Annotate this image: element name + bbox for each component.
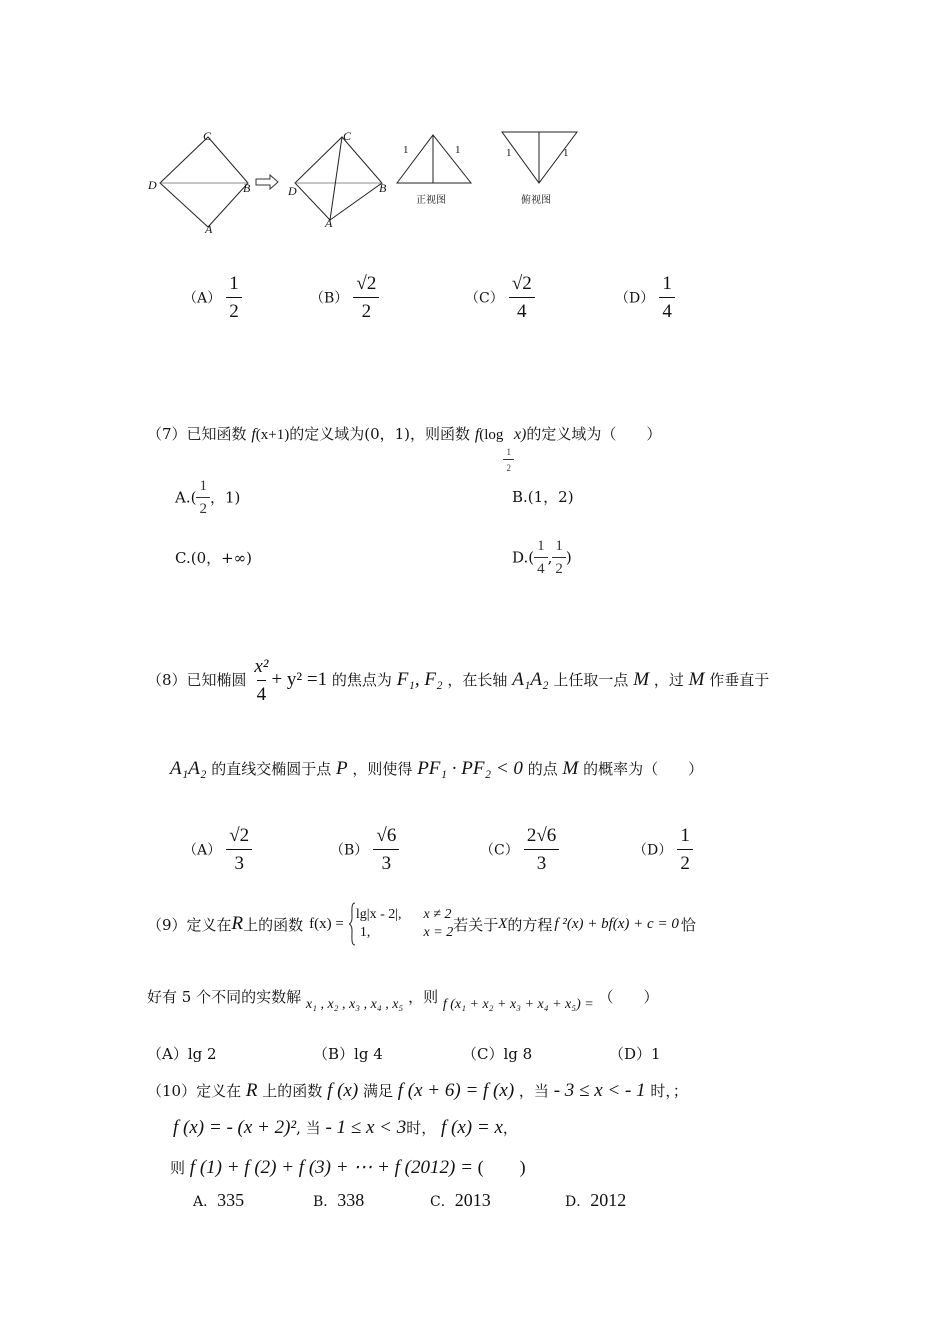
- q9-t4: 恰: [680, 915, 696, 934]
- q8-m3: M: [562, 758, 579, 779]
- q6-option-d: [615, 273, 675, 323]
- q9-roots: x₁ , x₂ , x₃ , x₄ , x₅: [305, 997, 404, 1012]
- q9-option-d: [609, 1043, 661, 1064]
- square-abcd: [160, 137, 251, 227]
- denominator: 2: [680, 852, 690, 874]
- q10-sep: , 当: [296, 1119, 321, 1137]
- label-d-folded: D: [288, 184, 297, 198]
- option-suffix: ): [565, 548, 572, 567]
- q8-axis2: A₁A₂: [170, 758, 207, 779]
- q10-then: 则: [170, 1159, 186, 1177]
- q10-option-b: [313, 1190, 364, 1211]
- ellipse-rest: + y² =1: [271, 668, 328, 690]
- q10-t2: 满足: [362, 1082, 393, 1100]
- fraction: [524, 825, 559, 875]
- q8-option-c: [480, 825, 559, 875]
- q8-m1: M: [633, 668, 650, 690]
- q10-stem-line2: [173, 1117, 518, 1139]
- numerator: 1: [226, 273, 242, 298]
- numerator: 1: [677, 825, 693, 850]
- option-text: C.(0，+∞): [175, 549, 253, 567]
- option-tag: A．: [193, 1194, 218, 1210]
- option-value: 2012: [590, 1190, 627, 1210]
- q10-stem-line1: [147, 1080, 688, 1102]
- option-value: 338: [337, 1190, 365, 1210]
- q9-option-a: [147, 1043, 217, 1064]
- arrow-icon: [256, 175, 278, 189]
- option-tag: C．: [430, 1194, 455, 1210]
- q6-option-a: [183, 273, 242, 323]
- q10-eq: f (x + 6) = f (x): [397, 1080, 515, 1101]
- numerator: √2: [509, 273, 535, 298]
- q8-axis: A₁A₂: [512, 668, 549, 690]
- q8-m2: M: [688, 668, 705, 690]
- q7-log-x: x): [513, 426, 527, 443]
- q10-when: 时，: [406, 1119, 437, 1137]
- numerator: x²: [254, 656, 269, 677]
- numerator: √2: [226, 825, 252, 850]
- top-view-edge-left: 1: [506, 147, 512, 159]
- fraction: [534, 538, 548, 579]
- q10-option-d: [565, 1190, 626, 1211]
- option-tag: （C）: [465, 290, 504, 307]
- q9-stem-line2: [147, 986, 659, 1013]
- q8-t1: 的焦点为: [331, 670, 392, 689]
- q7-log-base: [503, 447, 514, 474]
- q9-x: X: [498, 915, 508, 932]
- q10-sum: f (1) + f (2) + f (3) + ⋯ + f (2012) =: [189, 1157, 473, 1178]
- numerator: √6: [373, 825, 399, 850]
- fold-line-ca: [330, 137, 342, 220]
- numerator: 1: [552, 538, 566, 558]
- q10-blank: ( ): [477, 1157, 526, 1177]
- option-tag: （D）: [633, 842, 673, 859]
- option-tag: （B）: [330, 842, 369, 859]
- label-c-folded: C: [343, 129, 352, 143]
- option-tag: （A）: [183, 842, 222, 859]
- ellipse-fraction: [251, 656, 271, 706]
- q9-option-b: [313, 1043, 383, 1064]
- q9-r: R: [231, 913, 244, 934]
- q7-prefix: （7）已知函数: [147, 425, 247, 443]
- q6-option-c: [465, 273, 535, 323]
- option-tag: （C）: [480, 842, 519, 859]
- denominator: 3: [234, 852, 244, 874]
- denominator: 2: [361, 300, 372, 322]
- denominator: 2: [229, 300, 239, 322]
- q10-range: - 3 ≤ x < - 1: [553, 1080, 646, 1101]
- option-text: （C）lg 8: [462, 1045, 533, 1063]
- option-tag: （A）: [183, 290, 222, 307]
- numerator: 1: [534, 538, 548, 558]
- denominator: 2: [555, 561, 563, 578]
- denominator: 2: [506, 463, 511, 474]
- q8-p: P: [336, 758, 348, 779]
- q9-option-c: [462, 1043, 532, 1064]
- q6-option-b: [310, 273, 379, 323]
- brace-icon: [348, 902, 356, 946]
- case1-expr: lg|x - 2|,: [355, 907, 402, 922]
- q9-stem-line1: [147, 902, 696, 946]
- fraction: [509, 273, 535, 323]
- q7-option-c: [175, 547, 252, 568]
- option-suffix: ，1): [209, 488, 241, 507]
- q7-stem: [147, 423, 661, 474]
- option-text: （B）lg 4: [313, 1045, 383, 1063]
- q7-f1: f: [251, 426, 256, 443]
- option-text: （D）1: [609, 1045, 661, 1063]
- top-view-edge-right: 1: [563, 147, 569, 159]
- denominator: 4: [517, 300, 527, 322]
- q7-arg1: (x+1): [255, 427, 290, 443]
- fraction: [552, 538, 566, 579]
- front-view-edge-left: 1: [403, 144, 409, 156]
- option-prefix: A.(: [175, 488, 197, 507]
- denominator: 3: [381, 852, 392, 874]
- q10-range2: - 1 ≤ x < 3: [325, 1117, 407, 1138]
- q8-t3: 上任取一点: [553, 670, 629, 689]
- case2-expr: 1,: [359, 925, 371, 940]
- q10-comma: ，: [502, 1119, 518, 1137]
- q10-piece1: f (x) = - (x + 2)²: [173, 1117, 297, 1138]
- q9-line2-suffix: （ ）: [598, 988, 659, 1006]
- q7-log: (log: [479, 427, 504, 443]
- q8-t6: 的直线交椭圆于点: [211, 760, 332, 778]
- q8-option-a: [183, 825, 252, 875]
- q7-option-b: [512, 486, 574, 507]
- q8-t2: ，在长轴: [447, 670, 508, 689]
- option-tag: D．: [565, 1194, 591, 1210]
- q8-foci: F₁, F₂: [396, 668, 443, 690]
- q9-t1: 上的函数: [243, 915, 304, 934]
- fraction: [226, 273, 242, 323]
- label-d: D: [148, 178, 157, 192]
- q8-prefix: （8）已知椭圆: [147, 670, 247, 689]
- q8-dot-product: PF₁ · PF₂ < 0: [417, 758, 523, 779]
- denominator: 4: [257, 680, 267, 706]
- q7-option-d: [512, 538, 572, 579]
- q10-r: R: [245, 1080, 258, 1101]
- label-a-folded: A: [325, 216, 333, 230]
- front-view-triangle: [397, 135, 471, 183]
- label-c: C: [203, 129, 212, 143]
- label-a: A: [205, 222, 213, 236]
- q10-piece2: f (x) = x: [441, 1117, 503, 1138]
- option-tag: B．: [313, 1194, 338, 1210]
- fraction: [659, 273, 675, 323]
- option-value: 335: [217, 1190, 245, 1210]
- numerator: 1: [503, 447, 514, 460]
- label-b: B: [243, 181, 251, 195]
- q10-t4: 时，；: [650, 1082, 688, 1100]
- q8-stem-line1: [147, 656, 769, 706]
- q8-t9: 的概率为（ ）: [583, 760, 704, 778]
- front-view-caption: 正视图: [416, 195, 446, 206]
- separator: ,: [547, 548, 553, 567]
- numerator: √2: [353, 273, 379, 298]
- option-tag: （D）: [615, 290, 655, 307]
- denominator: 3: [536, 852, 547, 874]
- q8-t8: 的点: [527, 760, 558, 778]
- q7-suffix: 的定义域为（ ）: [526, 425, 662, 443]
- q10-option-a: [193, 1190, 244, 1211]
- q10-option-c: [430, 1190, 491, 1211]
- q8-option-d: [633, 825, 693, 875]
- fraction: [226, 825, 252, 875]
- option-text: B.(1，2): [512, 488, 574, 506]
- q8-option-b: [330, 825, 399, 875]
- q9-line2-prefix: 好有 5 个不同的实数解: [147, 988, 302, 1006]
- q8-t5: 作垂直于: [709, 670, 770, 689]
- q10-t1: 上的函数: [262, 1082, 323, 1100]
- q8-stem-line2: [170, 758, 703, 780]
- label-b-folded: B: [379, 181, 387, 195]
- option-tag: （B）: [310, 290, 349, 307]
- folded-tetrahedron: [295, 137, 382, 220]
- numerator: 2√6: [524, 825, 559, 850]
- option-value: 2013: [454, 1190, 491, 1210]
- q9-t2: 若关于: [453, 915, 499, 934]
- denominator: 4: [537, 561, 545, 578]
- q10-fx: f (x): [327, 1080, 359, 1101]
- q8-t4: ，过: [653, 670, 684, 689]
- case2-cond: x = 2: [423, 925, 454, 940]
- top-view-caption: 俯视图: [521, 195, 551, 206]
- q10-stem-line3: [170, 1153, 526, 1179]
- fraction: [677, 825, 693, 875]
- piecewise: [348, 902, 453, 946]
- numerator: 1: [196, 478, 210, 498]
- q9-fx: f(x) =: [309, 915, 344, 932]
- q9-t3: 的方程: [507, 915, 553, 934]
- q10-prefix: （10）定义在: [147, 1082, 242, 1100]
- denominator: 2: [199, 501, 207, 518]
- q9-line2-mid: ，则: [408, 988, 439, 1006]
- q7-f2: f: [474, 426, 480, 443]
- q9-equation: f ²(x) + bf(x) + c = 0: [554, 915, 679, 932]
- option-prefix: D.(: [512, 548, 535, 567]
- q7-mid: 的定义域为(0，1)，则函数: [289, 425, 471, 443]
- fraction: [196, 478, 210, 519]
- q8-t7: ，则使得: [352, 760, 413, 778]
- fraction: [373, 825, 399, 875]
- case1-cond: x ≠ 2: [423, 907, 452, 922]
- numerator: 1: [659, 273, 675, 298]
- q7-option-a: [175, 478, 240, 519]
- front-view-edge-right: 1: [455, 144, 461, 156]
- q9-prefix: （9）定义在: [147, 915, 232, 934]
- denominator: 4: [662, 300, 672, 322]
- q10-t3: ，当: [518, 1082, 549, 1100]
- fraction: [353, 273, 379, 323]
- option-text: （A）lg 2: [147, 1045, 217, 1063]
- q9-sum: f (x₁ + x₂ + x₃ + x₄ + x₅) =: [442, 997, 594, 1012]
